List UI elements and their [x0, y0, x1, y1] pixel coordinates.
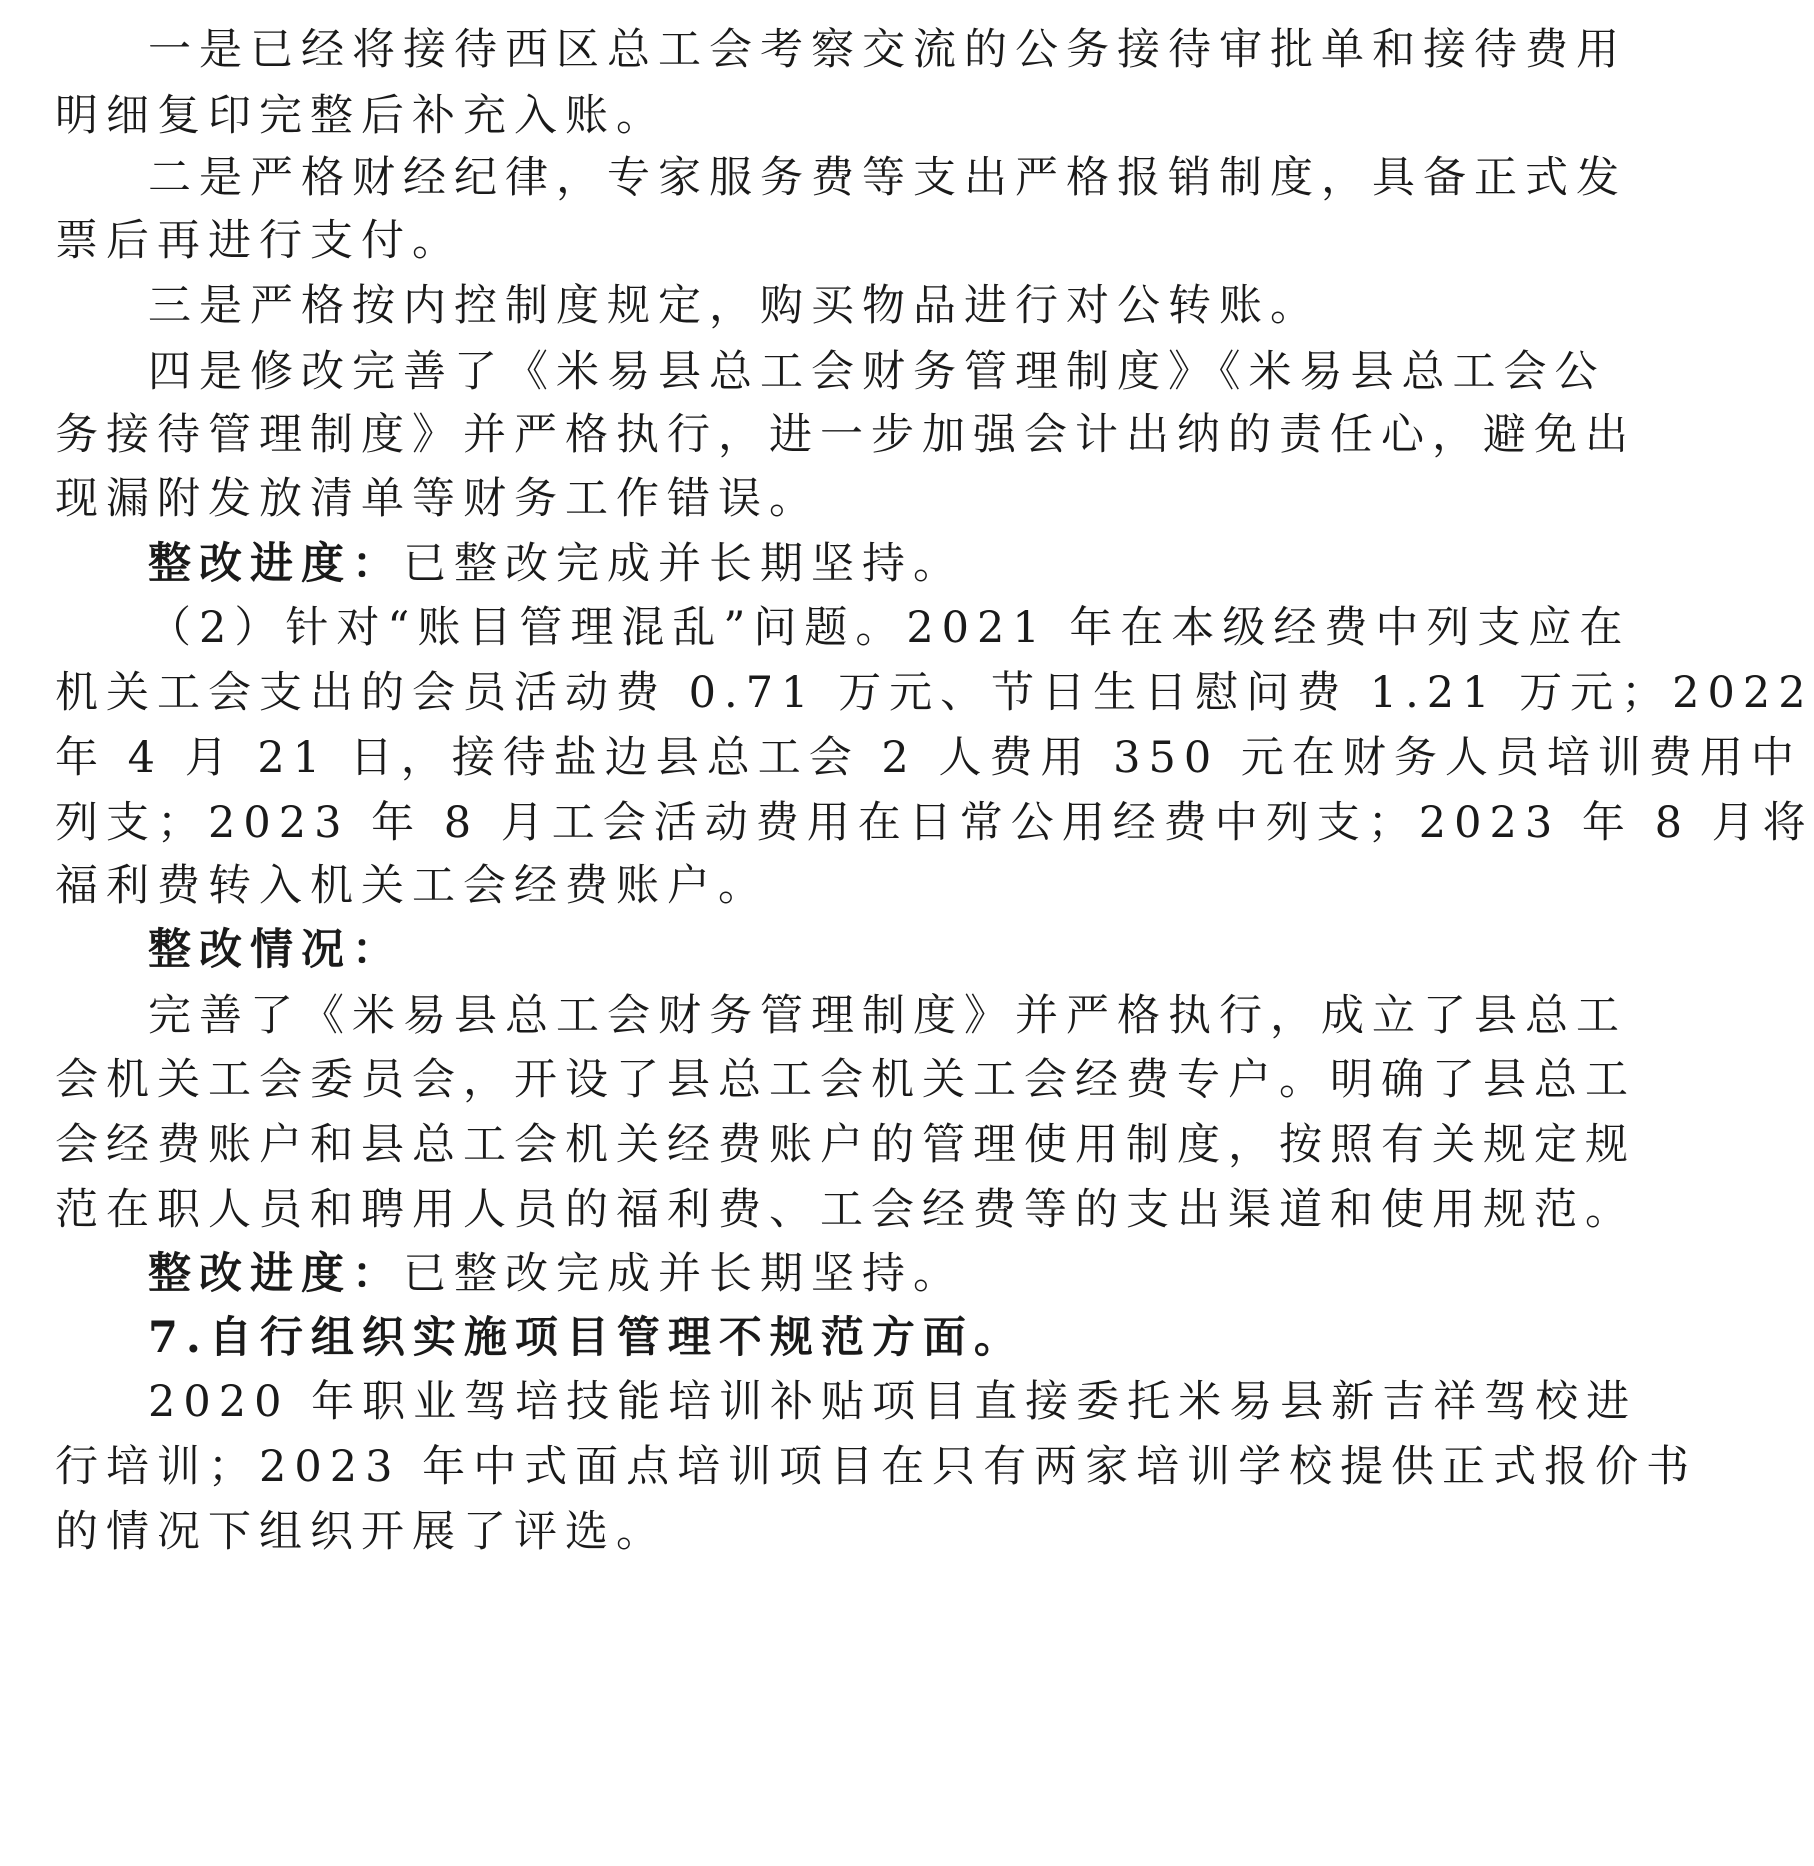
paragraph-line: 福利费转入机关工会经费账户。	[55, 861, 769, 911]
paragraph-line: 一是已经将接待西区总工会考察交流的公务接待审批单和接待费用	[148, 25, 1627, 75]
paragraph-line: 明细复印完整后补充入账。	[55, 91, 667, 141]
progress-text: 已整改完成并长期坚持。	[403, 1249, 964, 1299]
progress-label: 整改进度：	[148, 539, 403, 589]
paragraph-line: 务接待管理制度》并严格执行，进一步加强会计出纳的责任心，避免出	[55, 410, 1636, 460]
progress-label: 整改进度：	[148, 1249, 403, 1299]
paragraph-line: 机关工会支出的会员活动费 0.71 万元、节日生日慰问费 1.21 万元；2022	[55, 668, 1814, 718]
paragraph-line: 会机关工会委员会，开设了县总工会机关工会经费专户。明确了县总工	[55, 1055, 1636, 1105]
paragraph-line: 年 4 月 21 日，接待盐边县总工会 2 人费用 350 元在财务人员培训费用中	[55, 733, 1802, 783]
paragraph-line: （2）针对“账目管理混乱”问题。2021 年在本级经费中列支应在	[148, 603, 1631, 653]
paragraph-line: 的情况下组织开展了评选。	[55, 1507, 667, 1557]
paragraph-line: 二是严格财经纪律，专家服务费等支出严格报销制度，具备正式发	[148, 153, 1627, 203]
paragraph-line: 行培训；2023 年中式面点培训项目在只有两家培训学校提供正式报价书	[55, 1442, 1698, 1492]
section-heading: 整改情况：	[148, 925, 403, 975]
paragraph-line: 四是修改完善了《米易县总工会财务管理制度》《米易县总工会公	[148, 347, 1606, 397]
paragraph-line: 现漏附发放清单等财务工作错误。	[55, 474, 820, 524]
progress-text: 已整改完成并长期坚持。	[403, 539, 964, 589]
paragraph-line: 列支；2023 年 8 月工会活动费用在日常公用经费中列支；2023 年 8 月将	[55, 798, 1814, 848]
paragraph-line: 完善了《米易县总工会财务管理制度》并严格执行，成立了县总工	[148, 991, 1627, 1041]
progress-line	[148, 534, 1510, 594]
paragraph-line: 2020 年职业驾培技能培训补贴项目直接委托米易县新吉祥驾校进	[148, 1377, 1638, 1427]
paragraph-line: 会经费账户和县总工会机关经费账户的管理使用制度，按照有关规定规	[55, 1120, 1636, 1170]
paragraph-line: 范在职人员和聘用人员的福利费、工会经费等的支出渠道和使用规范。	[55, 1185, 1636, 1235]
progress-line	[148, 1244, 1510, 1304]
paragraph-line: 票后再进行支付。	[55, 216, 463, 266]
paragraph-line: 三是严格按内控制度规定，购买物品进行对公转账。	[148, 281, 1321, 331]
section-heading: 7.自行组织实施项目管理不规范方面。	[148, 1313, 1025, 1363]
